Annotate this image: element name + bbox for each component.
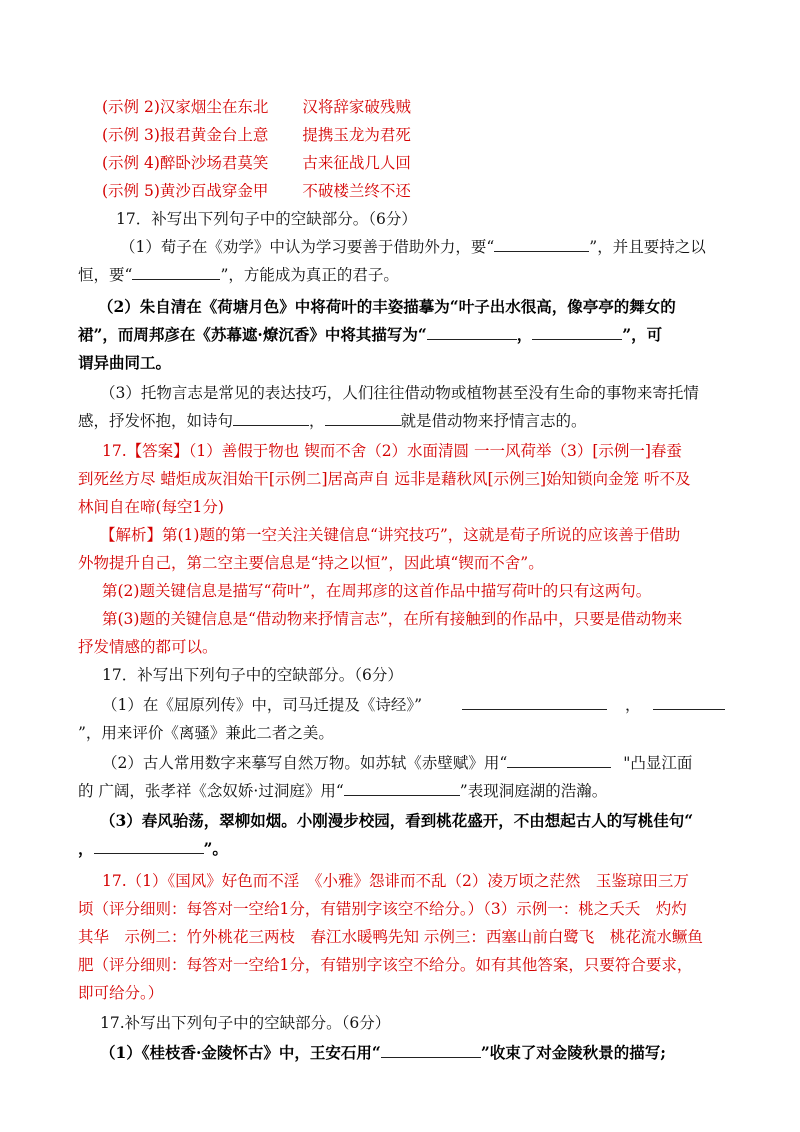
answer-line: 林间自在啼(每空1分) bbox=[78, 498, 224, 516]
answer-blank[interactable] bbox=[494, 237, 589, 252]
question-line: 的 广阔，张孝祥《念奴娇·过洞庭》用“ ”表现洞庭湖的浩瀚。 bbox=[78, 782, 608, 800]
question-heading: 17．补写出下列句子中的空缺部分。（6分） bbox=[102, 666, 403, 684]
answer-blank[interactable] bbox=[462, 695, 607, 710]
answer-blank[interactable] bbox=[427, 325, 517, 340]
answer-blank[interactable] bbox=[325, 411, 401, 426]
explanation-line: 第(2)题关键信息是描写“荷叶”，在周邦彦的这首作品中描写荷叶的只有这两句。 bbox=[102, 582, 652, 600]
answer-line: 17.【答案】（1）善假于物也 锲而不舍（2）水面清圆 一一风荷举（3）[示例一]春蚕 bbox=[102, 442, 682, 460]
question-line: 恒，要“ ”，方能成为真正的君子。 bbox=[78, 266, 399, 284]
example-left: (示例 5)黄沙百战穿金甲 bbox=[102, 182, 269, 200]
answer-blank[interactable] bbox=[94, 839, 204, 854]
question-line: （2）古人常用数字来摹写自然万物。如苏轼《赤壁赋》用“ "凸显江面 bbox=[102, 754, 693, 772]
example-left: (示例 2)汉家烟尘在东北 bbox=[102, 98, 269, 116]
explanation-line: 外物提升自己，第二空主要信息是“持之以恒”，因此填“锲而不舍”。 bbox=[78, 554, 544, 572]
answer-line: 顷（评分细则：每答对一空给1分，有错别字该空不给分。）（3）示例一：桃之夭夭 灼灼 bbox=[78, 900, 687, 918]
answer-line: 即可给分。） bbox=[78, 984, 164, 1002]
example-line bbox=[102, 96, 411, 118]
question-heading: 17.补写出下列句子中的空缺部分。（6分） bbox=[100, 1014, 391, 1032]
answer-blank[interactable] bbox=[132, 265, 220, 280]
answer-line: 到死丝方尽 蜡炬成灰泪始干[示例二]居高声自 远非是藉秋风[示例三]始知锁向金笼 听不及 bbox=[78, 470, 691, 488]
answer-blank[interactable] bbox=[344, 781, 460, 796]
answer-blank[interactable] bbox=[653, 695, 725, 710]
answer-line: 肥（评分细则：每答对一空给1分，有错别字该空不给分。如有其他答案，只要符合要求， bbox=[78, 956, 693, 974]
example-right: 提携玉龙为君死 bbox=[302, 126, 411, 144]
answer-line: 17.（1）《国风》好色而不淫 《小雅》怨诽而不乱（2）凌万顷之茫然 玉鉴琼田三万 bbox=[102, 872, 689, 890]
answer-blank[interactable] bbox=[507, 753, 611, 768]
question-line: 裙”，而周邦彦在《苏幕遮·燎沉香》中将其描写为“ ， ”，可 bbox=[78, 325, 663, 344]
question-line: （3）托物言志是常见的表达技巧，人们往往借动物或植物甚至没有生命的事物来寄托情 bbox=[100, 384, 699, 402]
example-line bbox=[102, 124, 411, 146]
example-right: 不破楼兰终不还 bbox=[302, 182, 411, 200]
question-line: 感，抒发怀抱，如诗句 ， 就是借动物来抒情言志的。 bbox=[78, 412, 587, 430]
example-left: (示例 4)醉卧沙场君莫笑 bbox=[102, 154, 269, 172]
answer-blank[interactable] bbox=[381, 1043, 481, 1058]
example-left: (示例 3)报君黄金台上意 bbox=[102, 126, 269, 144]
question-line: ”，用来评价《离骚》兼此二者之美。 bbox=[78, 724, 334, 742]
question-line: （1）荀子在《劝学》中认为学习要善于借助外力，要“ ”，并且要持之以 bbox=[120, 238, 706, 256]
question-line: （2）朱自清在《荷塘月色》中将荷叶的丰姿描摹为“叶子出水很高，像亭亭的舞女的 bbox=[98, 297, 676, 316]
answer-blank[interactable] bbox=[233, 411, 309, 426]
explanation-line: 【解析】第(1)题的第一空关注关键信息“讲究技巧”，这就是荀子所说的应该善于借助 bbox=[100, 526, 681, 544]
example-right: 古来征战几人回 bbox=[302, 154, 411, 172]
question-line: （3）春风骀荡，翠柳如烟。小刚漫步校园，看到桃花盛开，不由想起古人的写桃佳句“ bbox=[100, 811, 694, 830]
example-line bbox=[102, 180, 411, 202]
explanation-line: 抒发情感的都可以。 bbox=[78, 638, 218, 656]
question-heading: 17．补写出下列句子中的空缺部分。（6分） bbox=[116, 210, 417, 228]
question-line: （1）在《屈原列传》中，司马迁提及《诗经》” ， bbox=[102, 694, 725, 716]
question-line: 谓异曲同工。 bbox=[78, 353, 172, 372]
answer-blank[interactable] bbox=[532, 325, 622, 340]
question-line: （1）《桂枝香·金陵怀古》中，王安石用“ ”收束了对金陵秋景的描写; bbox=[100, 1043, 666, 1062]
answer-line: 其华 示例二：竹外桃花三两枝 春江水暖鸭先知 示例三：西塞山前白鹭飞 桃花流水鳜鱼 bbox=[78, 928, 703, 946]
example-right: 汉将辞家破残贼 bbox=[302, 98, 411, 116]
example-line bbox=[102, 152, 411, 174]
question-line: ， ”。 bbox=[78, 839, 228, 858]
explanation-line: 第(3)题的关键信息是“借动物来抒情言志”，在所有接触到的作品中，只要是借动物来 bbox=[102, 610, 683, 628]
